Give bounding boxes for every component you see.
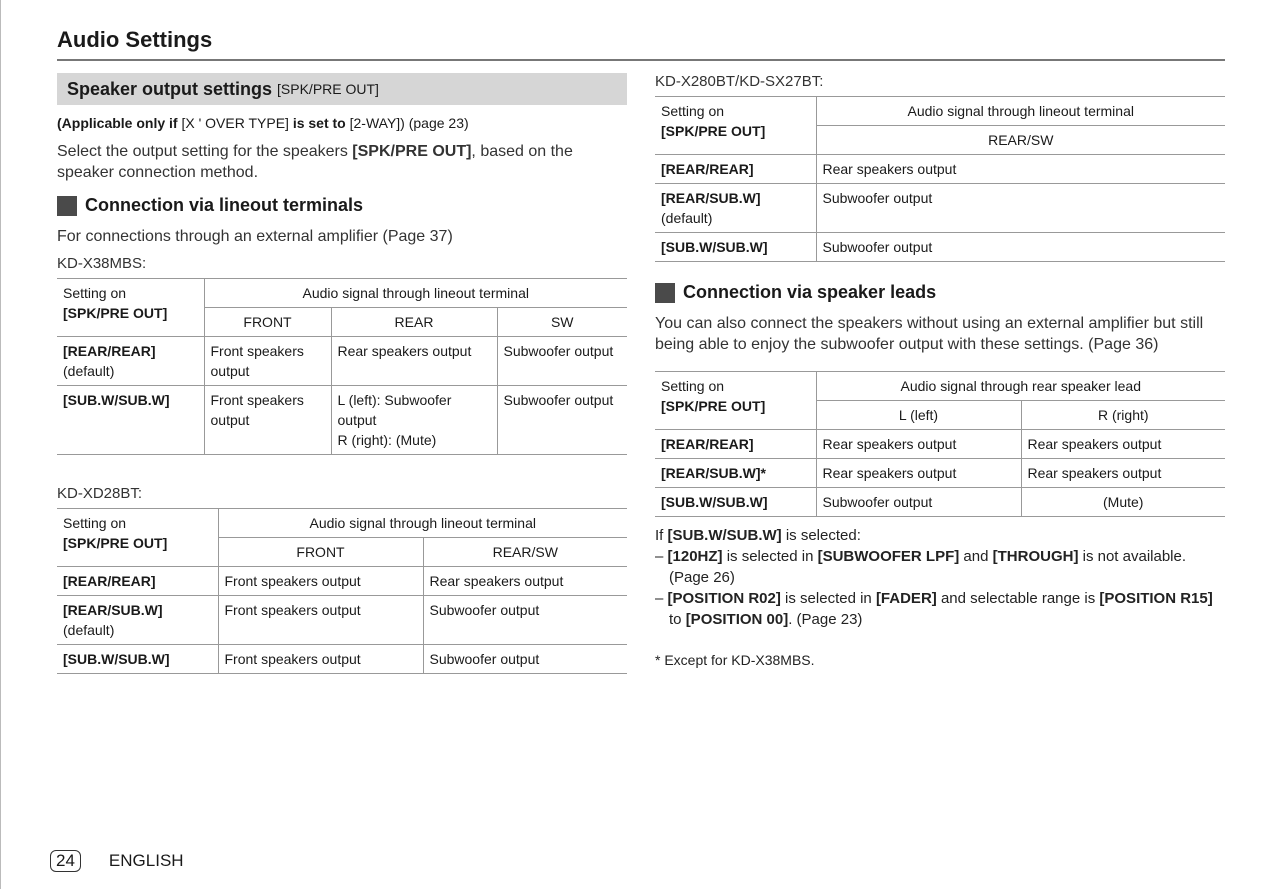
language-label: ENGLISH [108,851,184,870]
leads-heading: Connection via speaker leads [655,282,1225,303]
table-row: [REAR/REAR] (default) Front speakers output Rear speakers output Subwoofer output [57,337,627,386]
table-row: [REAR/REAR] Rear speakers output [655,155,1225,184]
column-header: REAR/SW [423,538,627,567]
table-row: [REAR/REAR] Rear speakers output Rear speakers output [655,430,1225,459]
group-header: Audio signal through lineout terminal [816,97,1225,126]
lineout-intro: For connections through an external amplifier (Page 37) [57,228,453,245]
page-footer [50,850,184,872]
title-rule [57,59,1225,61]
setting-header: Setting on [SPK/PRE OUT] [655,372,816,430]
section-title: Speaker output settings [67,78,273,99]
page-border [0,0,1,889]
section-intro: Select the output setting for the speakers [SPK/PRE OUT], based on the speaker connection method. [57,143,573,181]
section-code: [SPK/PRE OUT] [277,81,379,97]
table-row: [SUB.W/SUB.W] Front speakers output Subwoofer output [57,645,627,674]
square-bullet-icon [655,283,675,303]
setting-header: Setting on [SPK/PRE OUT] [57,509,218,567]
page-number: 24 [50,850,81,872]
column-header: REAR [331,308,497,337]
table-row: [REAR/SUB.W]* Rear speakers output Rear speakers output [655,459,1225,488]
model-label: KD-X38MBS: [57,255,147,272]
column-header: SW [497,308,627,337]
column-header: FRONT [204,308,331,337]
lineout-table-kd-xd28bt [57,508,627,674]
speaker-lead-table [655,371,1225,517]
table-row: [SUB.W/SUB.W] Front speakers output L (left): Subwoofer output R (right): (Mute) Subwoofer output [57,386,627,455]
column-header: FRONT [218,538,423,567]
group-header: Audio signal through lineout terminal [204,279,627,308]
column-header: L (left) [816,401,1021,430]
table-row: [REAR/REAR] Front speakers output Rear speakers output [57,567,627,596]
lineout-heading: Connection via lineout terminals [57,195,627,216]
section-header [57,73,627,105]
table-row: [SUB.W/SUB.W] Subwoofer output (Mute) [655,488,1225,517]
lineout-table-kd-x38mbs [57,278,627,455]
model-label: KD-X280BT/KD-SX27BT: [655,73,824,90]
applicability-condition: (Applicable only if [X ' OVER TYPE] is set to [2-WAY]) (page 23) [57,115,469,131]
leads-intro: You can also connect the speakers without using an external amplifier but still being able to enjoy the subwoofer output with these settings. (Page 36) [655,315,1204,353]
table-row: [REAR/SUB.W] (default) Front speakers output Subwoofer output [57,596,627,645]
table-row: [REAR/SUB.W] (default) Subwoofer output [655,184,1225,233]
group-header: Audio signal through rear speaker lead [816,372,1225,401]
setting-header: Setting on [SPK/PRE OUT] [57,279,204,337]
left-column [57,73,627,674]
page-title: Audio Settings [57,27,213,52]
group-header: Audio signal through lineout terminal [218,509,627,538]
setting-header: Setting on [SPK/PRE OUT] [655,97,816,155]
table-row: [SUB.W/SUB.W] Subwoofer output [655,233,1225,262]
model-label: KD-XD28BT: [57,485,143,502]
footnote: * Except for KD-X38MBS. [655,652,815,668]
selection-note: If [SUB.W/SUB.W] is selected: – [120HZ] is selected in [SUBWOOFER LPF] and [THROUGH] is not available. (Page 26) – [POSITION R02] is selected in [FADER] and selectable range is [POSITION R15] to [POSITION 00]. (Page 23) [655,527,1213,628]
square-bullet-icon [57,196,77,216]
column-header: R (right) [1021,401,1225,430]
column-header: REAR/SW [816,126,1225,155]
right-column [655,73,1225,668]
lineout-table-kd-x280bt [655,96,1225,262]
